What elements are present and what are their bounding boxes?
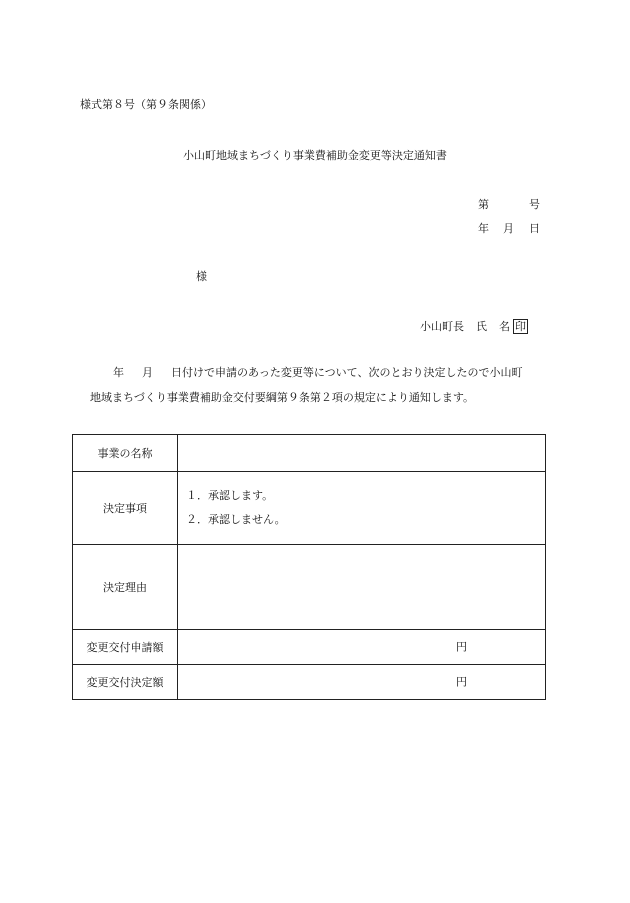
- date-year-label: 年: [478, 222, 489, 235]
- change-request-amount-value[interactable]: [178, 630, 546, 665]
- doc-number-go: 号: [529, 198, 540, 211]
- body-line1-text: 日付けで申請のあった変更等について、次のとおり決定したので小山町: [171, 366, 523, 379]
- body-text-line-2: 地域まちづくり事業費補助金交付要綱第９条第２項の規定により通知します。: [90, 391, 475, 404]
- issuer-line: [420, 319, 528, 334]
- table-row: [73, 630, 546, 665]
- decision-option-reject[interactable]: ２．承認しません。: [186, 513, 286, 526]
- table-row: [73, 435, 546, 472]
- decision-label: 決定事項: [73, 472, 178, 545]
- table-row: [73, 665, 546, 700]
- project-name-label: 事業の名称: [73, 435, 178, 472]
- seal-mark: 印: [515, 320, 526, 333]
- table-row: [73, 545, 546, 630]
- table-row: [73, 472, 546, 545]
- reason-label: 決定理由: [73, 545, 178, 630]
- issuer-title: 小山町長: [420, 319, 464, 333]
- issuer-shi: 氏: [476, 319, 487, 333]
- decision-table: [72, 434, 546, 700]
- yen-unit: 円: [456, 640, 467, 654]
- date-month-label: 月: [503, 222, 514, 235]
- issuer-mei: 名: [499, 319, 510, 333]
- project-name-value[interactable]: [178, 435, 546, 472]
- addressee-honorific: 様: [196, 270, 207, 283]
- yen-unit: 円: [456, 675, 467, 689]
- reason-value[interactable]: [178, 545, 546, 630]
- body-year-label: 年: [113, 366, 124, 379]
- change-request-amount-label: 変更交付申請額: [73, 630, 178, 665]
- doc-number-dai: 第: [478, 198, 489, 211]
- body-month-label: 月: [142, 366, 153, 379]
- decision-option-approve[interactable]: １．承認します。: [186, 489, 274, 502]
- form-number: 様式第８号（第９条関係）: [80, 98, 212, 111]
- decision-options: [178, 472, 546, 545]
- date-day-label: 日: [529, 222, 540, 235]
- change-decision-amount-label: 変更交付決定額: [73, 665, 178, 700]
- body-text-line-1: [113, 367, 522, 378]
- change-decision-amount-value[interactable]: [178, 665, 546, 700]
- document-title: 小山町地域まちづくり事業費補助金変更等決定通知書: [183, 149, 447, 162]
